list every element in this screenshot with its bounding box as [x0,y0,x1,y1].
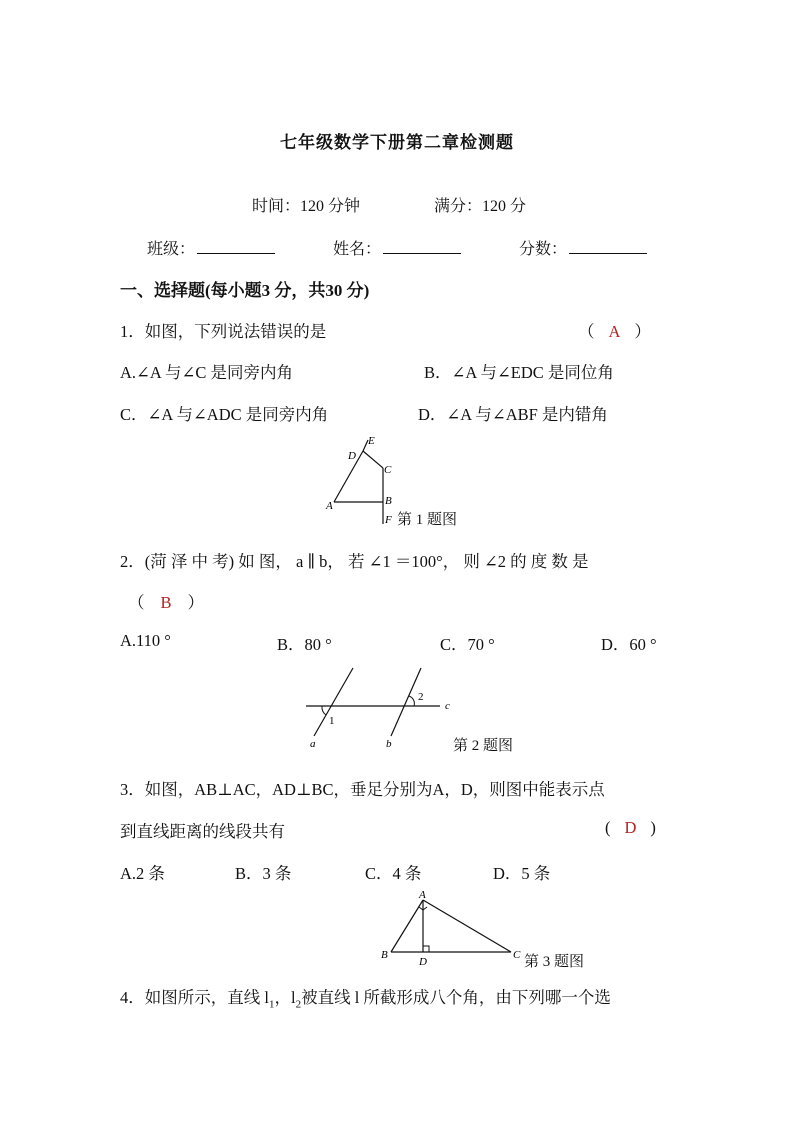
score-blank [569,239,647,254]
q2-label-b: b [386,738,392,750]
q3-option-b: B．3 条 [235,864,292,883]
q1-answer: A [608,322,621,341]
time-info: 时间：120 分钟 [252,198,361,215]
q1-caption: 第 1 题图 [397,512,458,528]
q3-caption: 第 3 题图 [524,954,585,970]
q1-label-b: B [385,495,392,507]
q3-answer: D [624,818,637,837]
q1-option-b: B．∠A 与∠EDC 是同位角 [424,363,614,382]
score-field [519,236,647,259]
q1-option-a: A.∠A 与∠C 是同旁内角 [120,363,293,382]
q1-label-a: A [326,500,333,512]
q2-label-2: 2 [418,691,424,703]
q1-label-c: C [384,464,392,476]
q2-option-d: D．60 ° [601,635,657,654]
full-score-info: 满分：120 分 [434,198,527,215]
q2-figure [300,662,460,754]
section-heading: 一、选择题(每小题3 分，共30 分) [120,281,370,300]
q2-caption: 第 2 题图 [453,738,514,754]
name-blank [383,239,461,254]
q3-option-a: A.2 条 [120,864,165,883]
q1-label-f: F [385,514,392,526]
q3-label-a: A [419,889,426,901]
q3-label-b: B [381,949,388,961]
q1-answer-paren: （ A ） [578,322,651,341]
name-field [333,236,461,259]
class-label: 班级： [147,241,196,258]
class-field [147,236,275,259]
q4-sub-1: 1 [268,998,275,1011]
q3-option-c: C．4 条 [365,864,422,883]
q2-label-c: c [445,700,450,712]
q1-stem: 1．如图，下列说法错误的是 [120,322,327,341]
q3-label-c: C [513,949,521,961]
q3-label-d: D [419,956,427,968]
q2-stem: 2．(菏 泽 中 考) 如 图， a ∥ b， 若 ∠1 ＝100°， 则 ∠2 的 度 数 是 [120,552,589,571]
class-blank [197,239,275,254]
q2-option-b: B．80 ° [277,635,332,654]
q2-answer-paren: （ B ） [128,593,205,612]
q2-answer: B [160,593,172,612]
q1-label-e: E [368,435,375,447]
q1-figure [318,432,398,528]
score-label: 分数： [519,241,568,258]
q1-option-d: D．∠A 与∠ABF 是内错角 [418,405,608,424]
q3-figure [375,886,525,970]
q1-label-d: D [348,450,356,462]
q3-option-d: D．5 条 [493,864,551,883]
q2-label-1: 1 [329,715,335,727]
q2-option-a: A.110 ° [120,631,171,650]
q2-label-a: a [310,738,316,750]
q1-option-c: C．∠A 与∠ADC 是同旁内角 [120,405,329,424]
q4-sub-2: 2 [295,998,302,1011]
q3-answer-paren: ( D ) [605,818,656,837]
name-label: 姓名： [333,241,382,258]
q2-option-c: C．70 ° [440,635,495,654]
page-title: 七年级数学下册第二章检测题 [280,133,514,152]
q4-stem: 4．如图所示，直线 $l_1$，$l_2$被直线 l 所截形成八个角，由下列哪一个选 [120,988,611,1011]
q3-stem-line1: 3．如图，AB⊥AC，AD⊥BC，垂足分别为A，D，则图中能表示点 [120,780,605,799]
q3-stem-line2: 到直线距离的线段共有 [120,822,285,841]
